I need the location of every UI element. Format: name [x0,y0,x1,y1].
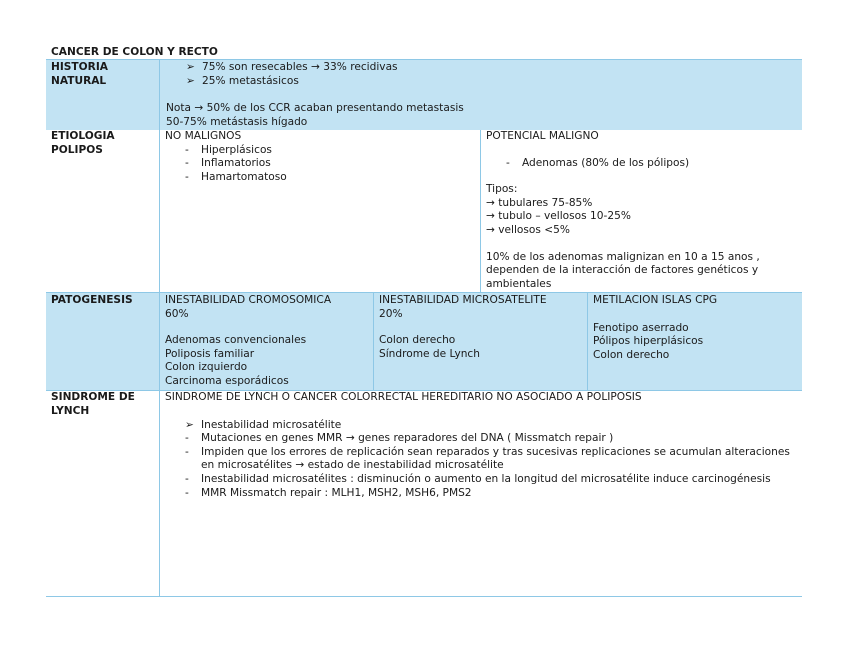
list-item: ➢ 25% metastásicos [186,74,299,87]
tipo-item: → vellosos <5% [486,223,570,236]
tipos-label: Tipos: [486,183,518,196]
microsatelite-cell [379,294,584,361]
lynch-content [165,391,797,500]
list-item: Colon derecho [593,348,670,361]
list-item: Pólipos hiperplásicos [593,335,704,348]
list-item: Colon derecho [379,334,456,347]
arrow-bullet-icon: ➢ [185,418,194,431]
list-item: Síndrome de Lynch [379,347,480,360]
lynch-title: SINDROME DE LYNCH O CANCER COLORRECTAL HEREDITARIO NO ASOCIADO A POLIPOSIS [165,391,642,403]
column-divider [159,60,160,596]
historia-content [166,61,766,129]
list-item: ➢ Inestabilidad microsatélite [185,418,342,431]
cromosomica-title: INESTABILIDAD CROMOSOMICA [165,294,332,306]
table-bottom-border [46,596,802,597]
metilacion-cell [593,294,798,362]
arrow-bullet-icon: ➢ [186,61,195,73]
list-item: - MMR Missmatch repair : MLH1, MSH2, MSH6, PMS2 [185,486,472,499]
adenomas-note: 10% de los adenomas malignizan en 10 a 15 anos , dependen de la interacción de factores genéticos y ambientales [486,250,760,290]
etiologia-header: ETIOLOGIA POLIPOS [51,130,115,156]
lynch-header: SINDROME DE LYNCH [51,391,135,417]
list-item: Carcinoma esporádicos [165,374,289,387]
list-item: Colon izquierdo [165,361,248,374]
tipo-item: → tubulo – vellosos 10-25% [486,210,631,223]
microsatelite-pct: 20% [379,307,403,320]
list-item: - Mutaciones en genes MMR → genes reparadores del DNA ( Missmatch repair ) [185,432,614,445]
historia-note: 50-75% metástasis hígado [166,115,308,128]
potencial-maligno-title: POTENCIAL MALIGNO [486,130,599,142]
list-item: Fenotipo aserrado [593,321,689,334]
list-item: Adenomas convencionales [165,334,307,347]
no-malignos-cell [165,130,475,184]
metilacion-title: METILACION ISLAS CPG [593,294,718,306]
list-item: Poliposis familiar [165,347,255,360]
patogenesis-header: PATOGENESIS [51,294,133,306]
potencial-maligno-cell [486,130,798,291]
list-item: ➢ 75% son resecables → 33% recidivas [186,61,398,73]
list-item: - Hiperplásicos [185,143,272,156]
list-item: - Inflamatorios [185,157,271,170]
list-item: - Inestabilidad microsatélites : disminución o aumento en la longitud del microsatélite induce carcinogénesis [185,472,771,485]
historia-note: Nota → 50% de los CCR acaban presentando metastasis [166,102,464,115]
list-item: - Hamartomatoso [185,170,287,183]
column-divider [373,293,374,390]
document-title: CANCER DE COLON Y RECTO [51,46,218,58]
historia-header: HISTORIA NATURAL [51,61,108,87]
column-divider [480,130,481,293]
column-divider [587,293,588,390]
tipo-item: → tubulares 75-85% [486,196,593,209]
list-item: - Adenomas (80% de los pólipos) [506,156,690,169]
cromosomica-pct: 60% [165,307,189,320]
list-item: - Impiden que los errores de replicación sean reparados y tras sucesivas replicaciones se acumulan alteraciones en microsatélites → estado de inestabilidad microsatélite [185,445,790,472]
cromosomica-cell [165,294,370,389]
microsatelite-title: INESTABILIDAD MICROSATELITE [379,294,547,306]
no-malignos-title: NO MALIGNOS [165,130,242,142]
arrow-bullet-icon: ➢ [186,74,195,87]
